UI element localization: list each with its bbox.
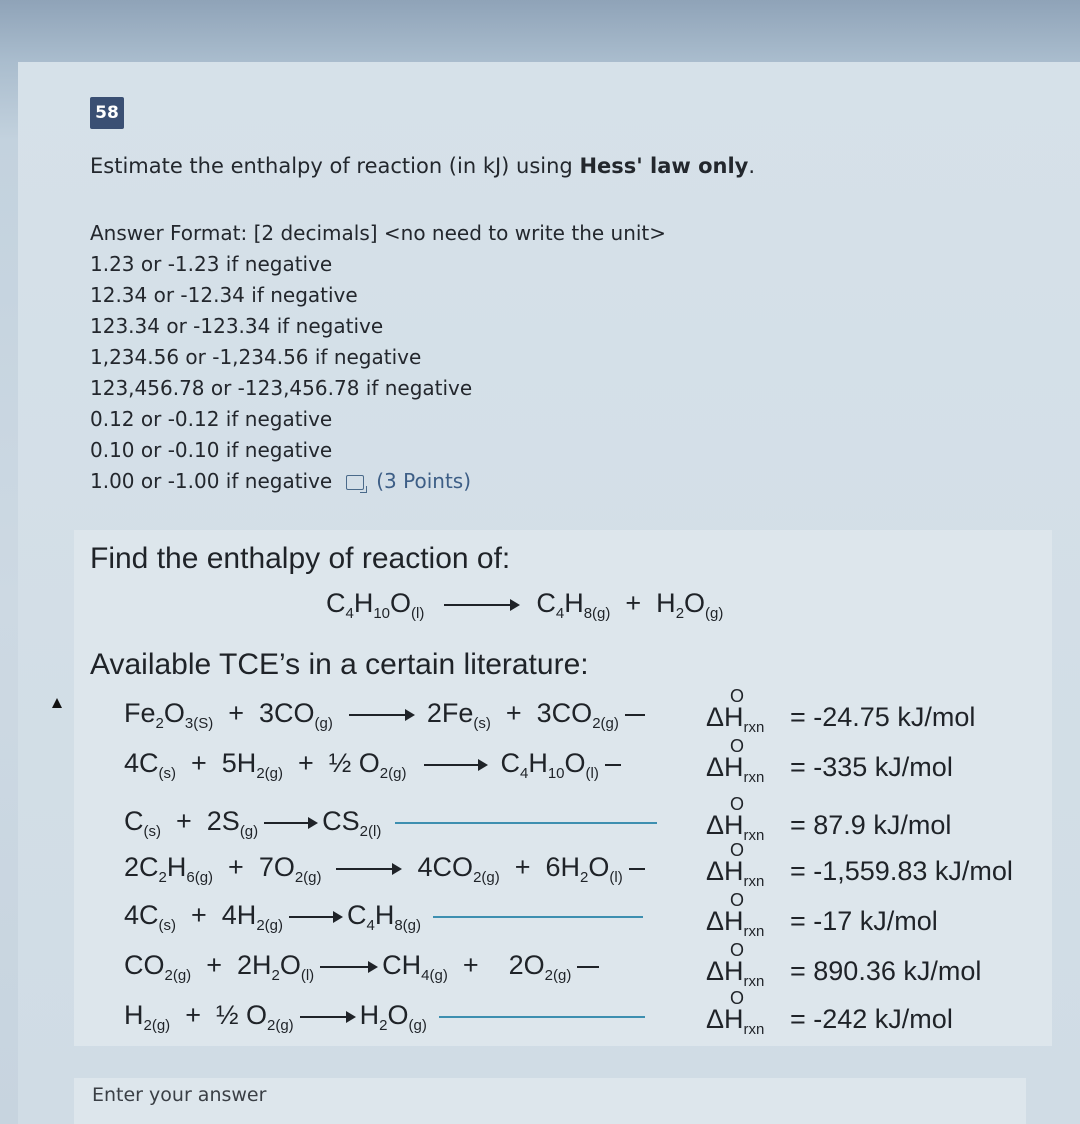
format-line: 12.34 or -12.34 if negative	[90, 283, 358, 307]
delta-h-label: O $\Delta H_{rxn}$	[706, 840, 765, 890]
mouse-pointer-icon	[52, 698, 62, 708]
reaction-arrow-icon	[444, 604, 518, 606]
reaction-arrow-icon	[289, 916, 341, 918]
reaction-arrow-icon	[300, 1016, 354, 1018]
answer-placeholder: Enter your answer	[92, 1084, 267, 1106]
reaction-arrow-icon	[424, 764, 486, 766]
question-prompt: Estimate the enthalpy of reaction (in kJ) using Hess' law only.	[90, 154, 756, 178]
immersive-reader-icon[interactable]	[346, 475, 364, 490]
target-reaction: $C_4H_{10}O_{(l)}$ $C_4H_{8(g)} + H_2O_{(g)}$	[326, 588, 724, 622]
format-line: 1.23 or -1.23 if negative	[90, 252, 333, 276]
format-line: 0.10 or -0.10 if negative	[90, 438, 333, 462]
reaction-4: $2C_2H_{6(g)} + 7O_{2(g)}$ $4CO_{2(g)} + 6H_2O_{(l)}$	[124, 852, 651, 886]
delta-h-label: O $\Delta H_{rxn}$	[706, 736, 765, 786]
format-line: 0.12 or -0.12 if negative	[90, 407, 333, 431]
enthalpy-value: = -335 kJ/mol	[790, 752, 953, 782]
delta-h-label: O $\Delta H_{rxn}$	[706, 794, 765, 844]
reaction-arrow-icon	[264, 822, 316, 824]
question-image	[74, 530, 1052, 1046]
reaction-7: $H_{2(g)}$ + ½ $O_{2(g)}$ $H_2O_{(g)}$	[124, 1000, 651, 1034]
available-title: Available TCE’s in a certain literature:	[90, 648, 589, 681]
points-label: (3 Points)	[376, 469, 472, 493]
format-line: Answer Format: [2 decimals] <no need to write the unit>	[90, 221, 667, 245]
delta-h-label: O $\Delta H_{rxn}$	[706, 988, 765, 1038]
format-line: 123,456.78 or -123,456.78 if negative	[90, 376, 473, 400]
reaction-arrow-icon	[336, 868, 400, 870]
enthalpy-value: = -24.75 kJ/mol	[790, 702, 976, 732]
find-title: Find the enthalpy of reaction of:	[90, 542, 511, 575]
answer-input[interactable]	[74, 1078, 1026, 1124]
question-number-badge: 58	[90, 97, 124, 129]
reaction-3: $C_{(s)} + 2S_{(g)}$ $CS_{2(l)}$	[124, 806, 663, 840]
format-line: 123.34 or -123.34 if negative	[90, 314, 384, 338]
format-line-last: 1.00 or -1.00 if negative (3 Points)	[90, 469, 472, 493]
reaction-2: $4C_{(s)} + 5H_{2(g)}$ + ½ $O_{2(g)}$ $C_4H_{10}O_{(l)}$	[124, 748, 627, 782]
answer-format-instructions	[90, 218, 666, 497]
enthalpy-value: = 890.36 kJ/mol	[790, 956, 982, 986]
delta-h-label: O $\Delta H_{rxn}$	[706, 890, 765, 940]
reaction-arrow-icon	[320, 966, 376, 968]
reaction-6: $CO_{2(g)} + 2H_2O_{(l)}$ $CH_{4(g)}$ + $2O_{2(g)}$	[124, 950, 605, 984]
reaction-5: $4C_{(s)} + 4H_{2(g)}$ $C_4H_{8(g)}$	[124, 900, 649, 934]
enthalpy-value: = -242 kJ/mol	[790, 1004, 953, 1034]
reaction-arrow-icon	[349, 714, 413, 716]
format-line: 1,234.56 or -1,234.56 if negative	[90, 345, 422, 369]
delta-h-label: O $\Delta H_{rxn}$	[706, 940, 765, 990]
reaction-1: $Fe_2O_{3(S)} + 3CO_{(g)}$ $2Fe_{(s)} + 3CO_{2(g)}$	[124, 698, 651, 732]
enthalpy-value: = 87.9 kJ/mol	[790, 810, 952, 840]
delta-h-label: O $\Delta H_{rxn}$	[706, 686, 765, 736]
enthalpy-value: = -17 kJ/mol	[790, 906, 938, 936]
enthalpy-value: = -1,559.83 kJ/mol	[790, 856, 1013, 886]
